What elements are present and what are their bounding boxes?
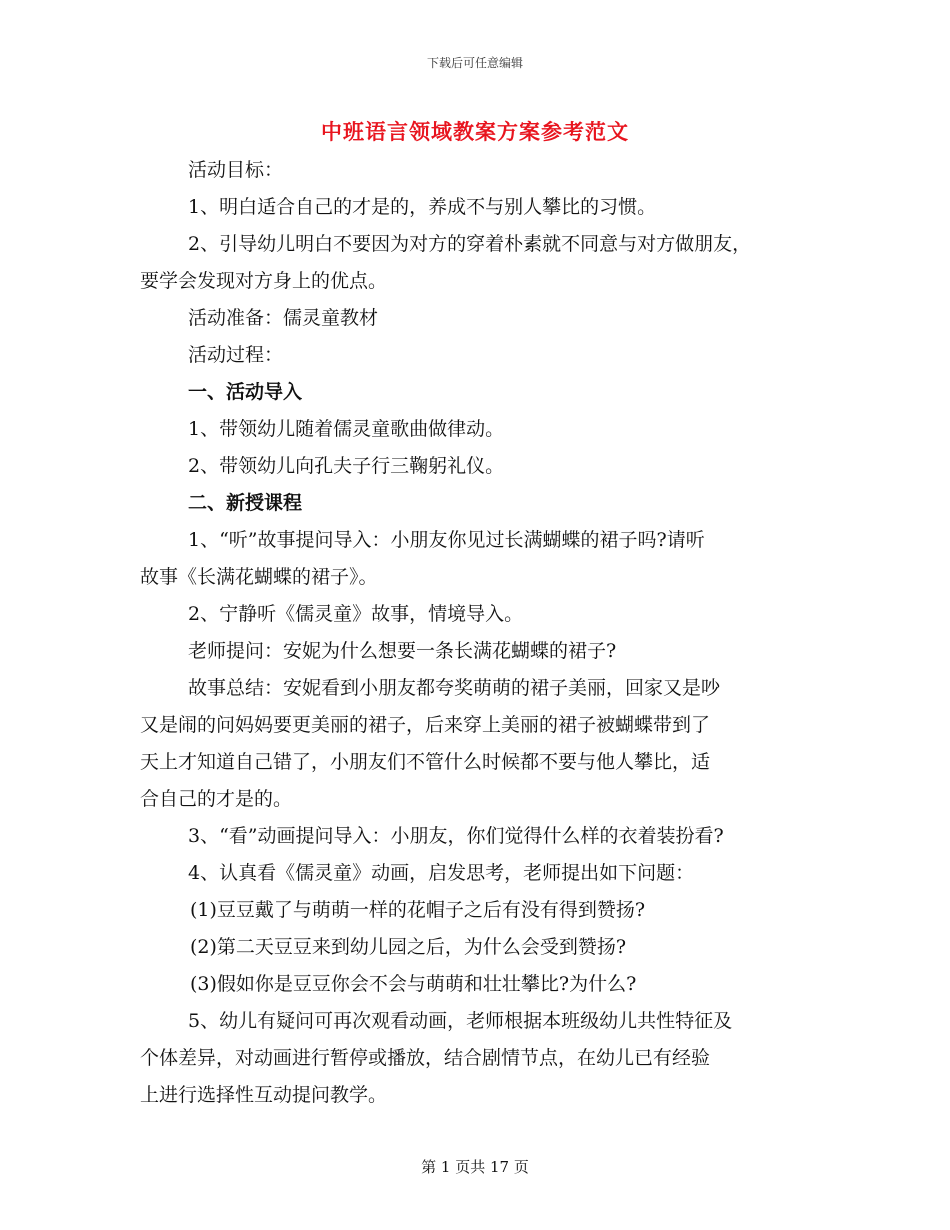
paragraph-continuation: 合自己的才是的。 [140,788,293,810]
document-title: 中班语言领域教案方案参考范文 [321,119,629,144]
paragraph: 2、引导幼儿明白不要因为对方的穿着朴素就不同意与对方做朋友， [188,233,752,255]
paragraph: 1、“听”故事提问导入：小朋友你见过长满蝴蝶的裙子吗?请听 [188,529,705,551]
paragraph-continuation: 要学会发现对方身上的优点。 [140,270,388,292]
paragraph: 活动准备：儒灵童教材 [188,307,379,329]
paragraph: 老师提问：安妮为什么想要一条长满花蝴蝶的裙子? [188,640,617,662]
paragraph: 4、认真看《儒灵童》动画，启发思考，老师提出如下问题： [188,862,695,884]
paragraph: 故事总结：安妮看到小朋友都夸奖萌萌的裙子美丽，回家又是吵 [188,677,721,699]
paragraph-continuation: 天上才知道自己错了，小朋友们不管什么时候都不要与他人攀比，适 [140,751,711,773]
paragraph-continuation: 故事《长满花蝴蝶的裙子》。 [140,566,378,588]
paragraph: 1、带领幼儿随着儒灵童歌曲做律动。 [188,418,505,440]
paragraph-continuation: 个体差异，对动画进行暂停或播放，结合剧情节点，在幼儿已有经验 [140,1047,711,1069]
question-item: (3)假如你是豆豆你会不会与萌萌和壮壮攀比?为什么? [190,973,637,995]
paragraph-continuation: 又是闹的问妈妈要更美丽的裙子，后来穿上美丽的裙子被蝴蝶带到了 [140,714,711,736]
question-item: (1)豆豆戴了与萌萌一样的花帽子之后有没有得到赞扬? [190,899,646,921]
section-heading: 一、活动导入 [188,381,303,403]
paragraph: 5、幼儿有疑问可再次观看动画，老师根据本班级幼儿共性特征及 [188,1010,733,1032]
page-header-note: 下载后可任意编辑 [426,56,523,70]
paragraph: 活动目标： [188,159,284,181]
paragraph: 活动过程： [188,344,284,366]
section-heading: 二、新授课程 [188,492,303,514]
paragraph: 2、带领幼儿向孔夫子行三鞠躬礼仪。 [188,455,505,477]
paragraph-continuation: 上进行选择性互动提问教学。 [140,1084,388,1106]
paragraph: 2、宁静听《儒灵童》故事，情境导入。 [188,603,524,625]
document-body [140,152,830,1114]
paragraph: 1、明白适合自己的才是的，养成不与别人攀比的习惯。 [188,196,657,218]
paragraph: 3、“看”动画提问导入：小朋友，你们觉得什么样的衣着装扮看? [188,825,724,847]
page-footer: 第 1 页共 17 页 [421,1158,529,1176]
question-item: (2)第二天豆豆来到幼儿园之后，为什么会受到赞扬? [190,936,627,958]
